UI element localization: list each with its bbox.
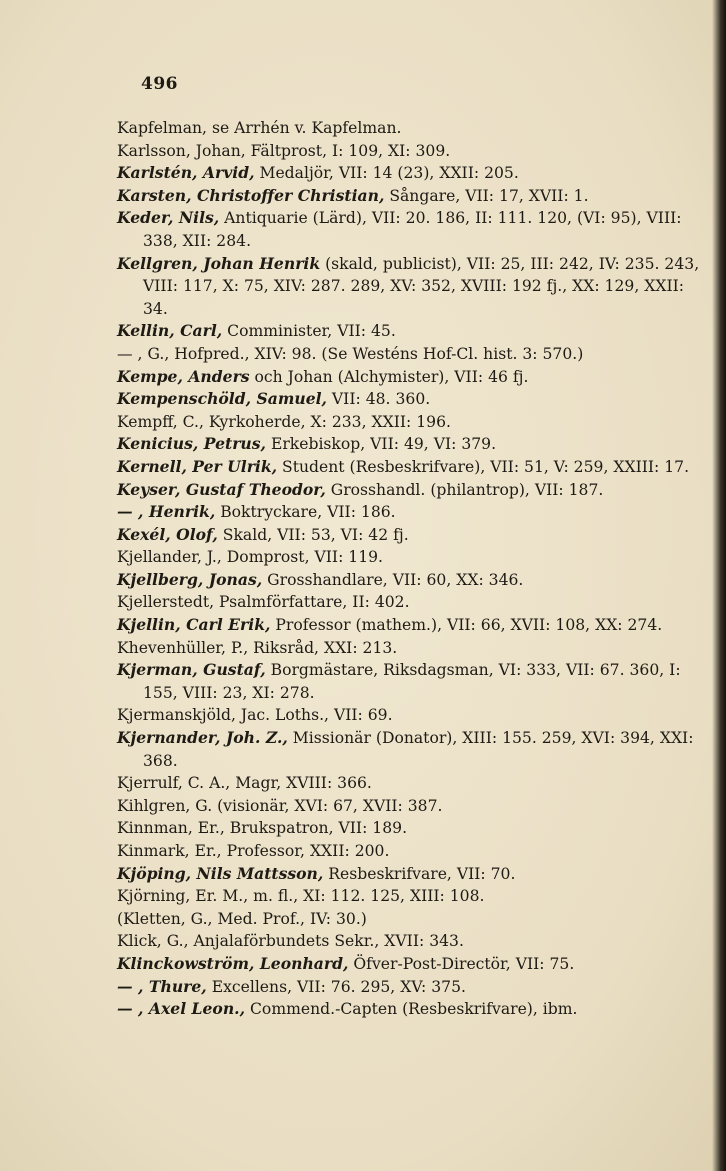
index-entry bbox=[117, 795, 707, 818]
entry-name: Kjöping, Nils Mattsson, bbox=[117, 863, 324, 883]
entry-name: Kernell, Per Ulrik, bbox=[117, 456, 278, 476]
entry-name: Keder, Nils, bbox=[117, 208, 220, 228]
entry-name: Kjernander, Joh. Z., bbox=[117, 728, 288, 748]
entry-text: Antiquarie (Lärd), VII: 20. 186, II: 111. 120, (VI: 95), VIII: 338, XII: 284. bbox=[143, 209, 682, 250]
entry-text: Student (Resbeskrifvare), VII: 51, V: 259, XXIII: 17. bbox=[277, 457, 690, 476]
index-entry bbox=[117, 388, 707, 411]
entry-text: Kjermanskjöld, Jac. Loths., VII: 69. bbox=[117, 706, 393, 725]
index-entry bbox=[117, 253, 707, 321]
entry-text: Kjörning, Er. M., m. fl., XI: 112. 125, XIII: 108. bbox=[117, 887, 485, 906]
index-entry bbox=[117, 546, 707, 569]
entry-name: Kjellin, Carl Erik, bbox=[117, 615, 271, 635]
index-entry bbox=[117, 772, 707, 795]
entry-text: Klick, G., Anjalaförbundets Sekr., XVII: 343. bbox=[117, 932, 464, 951]
entry-text: Khevenhüller, P., Riksråd, XXI: 213. bbox=[117, 638, 398, 657]
index-entry bbox=[117, 976, 707, 999]
binding-edge bbox=[712, 0, 726, 1171]
index-entry bbox=[117, 591, 707, 614]
entry-name: Klinckowström, Leonhard, bbox=[117, 953, 349, 973]
page-number: 496 bbox=[141, 74, 178, 94]
index-entry bbox=[117, 998, 707, 1021]
entry-text: — , G., Hofpred., XIV: 98. (Se Westéns Hof-Cl. hist. 3: 570.) bbox=[117, 344, 584, 363]
index-entry bbox=[117, 524, 707, 547]
entry-name: — , Thure, bbox=[117, 976, 207, 996]
index-entry bbox=[117, 885, 707, 908]
entry-text: Grosshandl. (philantrop), VII: 187. bbox=[325, 480, 604, 499]
entry-text: Erkebiskop, VII: 49, VI: 379. bbox=[265, 435, 497, 454]
entry-text: Resbeskrifvare, VII: 70. bbox=[323, 864, 516, 883]
index-entry bbox=[117, 117, 707, 140]
index-entry bbox=[117, 704, 707, 727]
index-entry bbox=[117, 185, 707, 208]
entry-text: Commend.-Capten (Resbeskrifvare), ibm. bbox=[245, 1000, 578, 1019]
entry-text: Karlsson, Johan, Fältprost, I: 109, XI: 309. bbox=[117, 141, 451, 160]
entry-text: Kjellander, J., Domprost, VII: 119. bbox=[117, 548, 383, 567]
index-entry bbox=[117, 908, 707, 931]
entry-text: (Kletten, G., Med. Prof., IV: 30.) bbox=[117, 909, 367, 928]
index-entry bbox=[117, 930, 707, 953]
entry-text: Kjerrulf, C. A., Magr, XVIII: 366. bbox=[117, 774, 372, 793]
index-entry bbox=[117, 479, 707, 502]
index-entry bbox=[117, 411, 707, 434]
entry-name: — , Axel Leon., bbox=[117, 999, 246, 1019]
index-entry bbox=[117, 863, 707, 886]
index-entry bbox=[117, 140, 707, 163]
entry-text: Boktryckare, VII: 186. bbox=[215, 503, 396, 522]
entry-text: Kapfelman, se Arrhén v. Kapfelman. bbox=[117, 119, 402, 137]
index-entry bbox=[117, 569, 707, 592]
entry-name: Kellgren, Johan Henrik bbox=[117, 253, 321, 273]
index-entry bbox=[117, 501, 707, 524]
index-entry bbox=[117, 162, 707, 185]
entry-name: Kexél, Olof, bbox=[117, 524, 218, 544]
entry-text: Medaljör, VII: 14 (23), XXII: 205. bbox=[254, 164, 519, 183]
index-entry bbox=[117, 320, 707, 343]
index-entry bbox=[117, 953, 707, 976]
index-entry bbox=[117, 637, 707, 660]
entry-text: (skald, publicist), VII: 25, III: 242, IV: 235. 243, VIII: 117, X: 75, XIV: 287. 289, XV: 352, XVIII: 192 fj., XX: 129, XXII: 34. bbox=[143, 254, 700, 318]
entry-name: — , Henrik, bbox=[117, 502, 216, 522]
entry-name: Kempe, Anders bbox=[117, 366, 250, 386]
entry-text: Excellens, VII: 76. 295, XV: 375. bbox=[206, 977, 466, 996]
entry-name: Kempenschöld, Samuel, bbox=[117, 389, 327, 409]
entry-text: VII: 48. 360. bbox=[326, 390, 431, 409]
entry-text: Kinmark, Er., Professor, XXII: 200. bbox=[117, 842, 390, 860]
entry-name: Kenicius, Petrus, bbox=[117, 434, 266, 454]
entry-text: Grosshandlare, VII: 60, XX: 346. bbox=[262, 570, 524, 589]
entry-name: Kellin, Carl, bbox=[117, 321, 223, 341]
entry-name: Kjerman, Gustaf, bbox=[117, 660, 266, 680]
entry-text: Öfver-Post-Directör, VII: 75. bbox=[348, 954, 575, 973]
index-entry bbox=[117, 659, 707, 704]
entry-text: Missionär (Donator), XIII: 155. 259, XVI: 394, XXI: 368. bbox=[143, 729, 694, 770]
index-entry bbox=[117, 366, 707, 389]
index-entry bbox=[117, 840, 707, 863]
entry-name: Karlstén, Arvid, bbox=[117, 163, 255, 183]
entry-name: Keyser, Gustaf Theodor, bbox=[117, 479, 326, 499]
index-entry bbox=[117, 614, 707, 637]
entry-text: och Johan (Alchymister), VII: 46 fj. bbox=[249, 367, 529, 386]
entry-text: Kinnman, Er., Brukspatron, VII: 189. bbox=[117, 819, 408, 838]
entry-text: Skald, VII: 53, VI: 42 fj. bbox=[217, 525, 409, 544]
index-entry bbox=[117, 343, 707, 366]
entry-name: Kjellberg, Jonas, bbox=[117, 569, 263, 589]
entry-text: Kempff, C., Kyrkoherde, X: 233, XXII: 196. bbox=[117, 412, 451, 431]
index-entry bbox=[117, 433, 707, 456]
entry-name: Karsten, Christoffer Christian, bbox=[117, 185, 385, 205]
index-entries bbox=[117, 117, 707, 1021]
entry-text: Kjellerstedt, Psalmförfattare, II: 402. bbox=[117, 593, 410, 612]
index-entry bbox=[117, 207, 707, 252]
index-entry bbox=[117, 817, 707, 840]
index-entry bbox=[117, 456, 707, 479]
entry-text: Kihlgren, G. (visionär, XVI: 67, XVII: 387. bbox=[117, 796, 443, 815]
entry-text: Comminister, VII: 45. bbox=[222, 322, 396, 341]
entry-text: Professor (mathem.), VII: 66, XVII: 108, XX: 274. bbox=[270, 616, 663, 635]
entry-text: Sångare, VII: 17, XVII: 1. bbox=[384, 186, 589, 205]
index-entry bbox=[117, 727, 707, 772]
entry-text: Borgmästare, Riksdagsman, VI: 333, VII: 67. 360, I: 155, VIII: 23, XI: 278. bbox=[143, 661, 681, 702]
